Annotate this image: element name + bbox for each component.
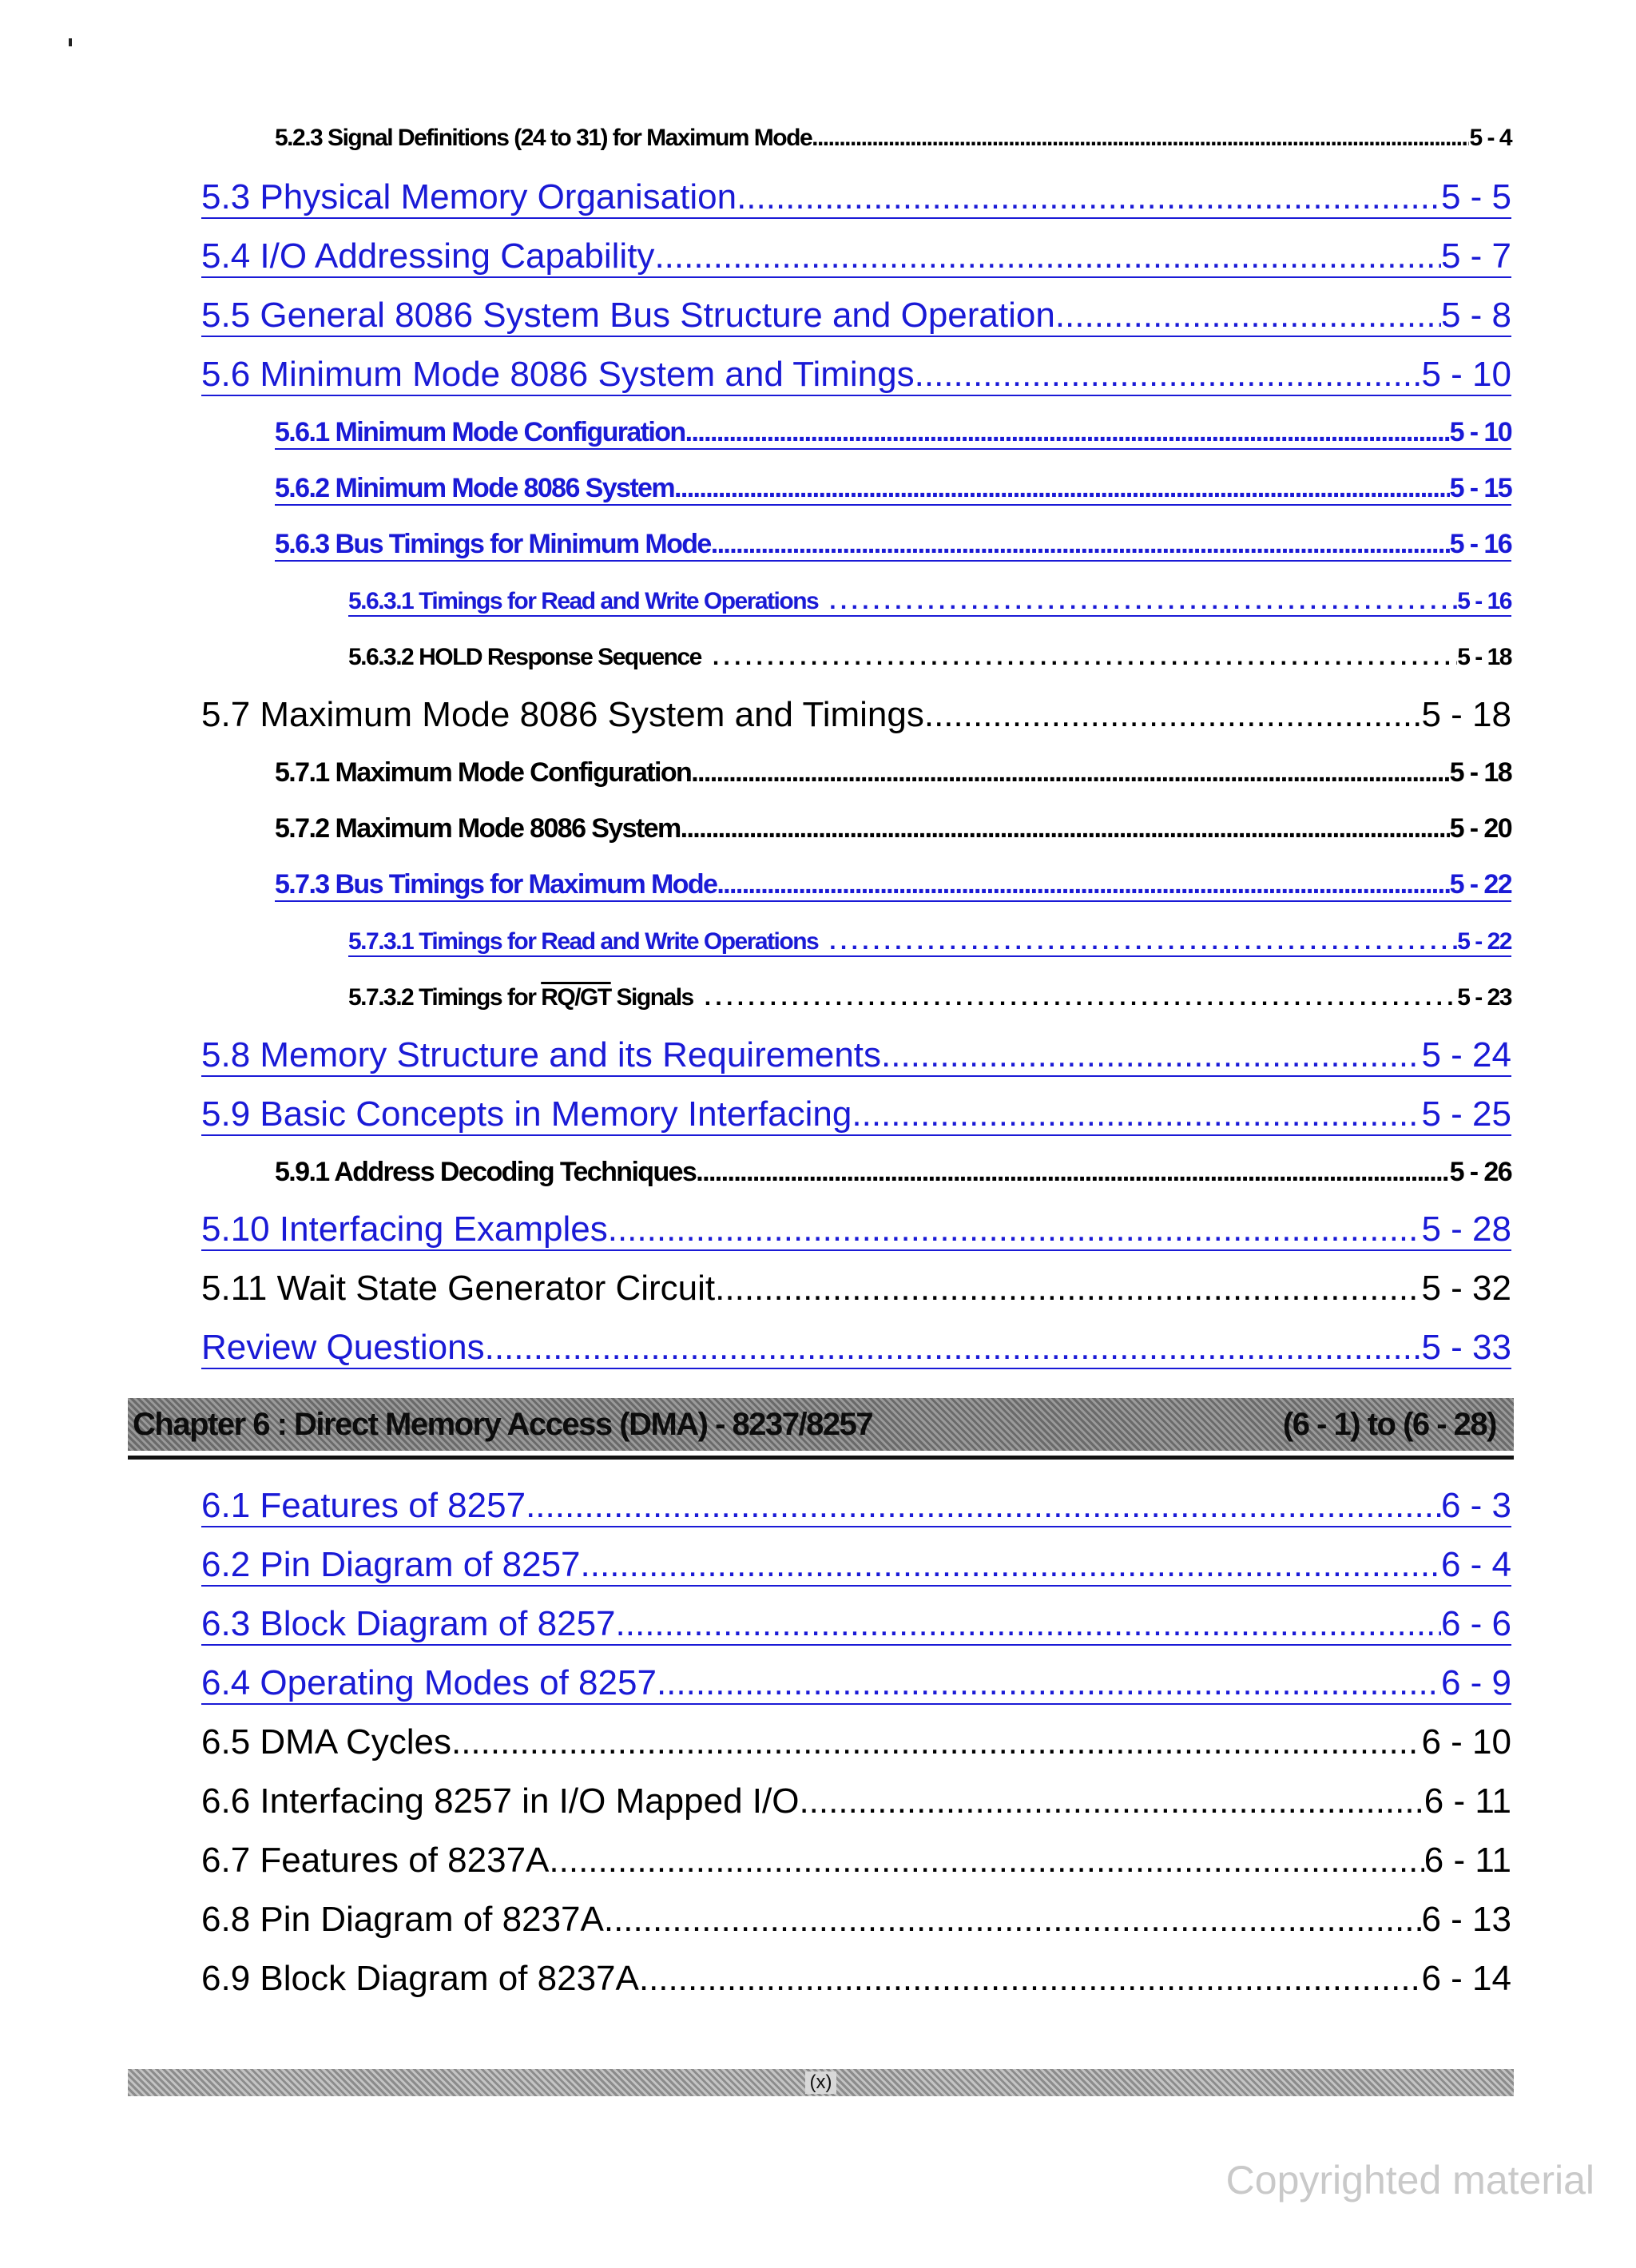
toc-link-5-3[interactable]: [201, 177, 1511, 219]
toc-leader: [685, 417, 1450, 448]
toc-entry-page: 6 - 11: [1424, 1781, 1511, 1821]
chapter-heading-band: [128, 1398, 1514, 1451]
toc-leader: [681, 813, 1450, 844]
toc-entry-title: 5.10 Interfacing Examples: [201, 1209, 608, 1249]
chapter-page-range: (6 - 1) to (6 - 28): [1282, 1406, 1496, 1442]
toc-entry-6-7: [201, 1841, 1511, 1881]
toc-entry-page: 6 - 14: [1421, 1959, 1511, 1998]
toc-entry-title: 5.7.2 Maximum Mode 8086 System: [275, 813, 681, 844]
toc-link-5-4[interactable]: [201, 236, 1511, 278]
toc-link-5-7-3-1[interactable]: [348, 928, 1511, 957]
toc-entry-page: 6 - 10: [1421, 1722, 1511, 1762]
toc-entry-title: 6.3 Block Diagram of 8257: [201, 1604, 616, 1643]
toc-leader: [696, 1157, 1449, 1188]
toc-entry-title: 6.7 Features of 8237A: [201, 1841, 550, 1880]
rq-gt-overline-text: RQ/GT: [541, 984, 611, 1011]
toc-entry-page: 5 - 23: [1457, 984, 1511, 1011]
toc-entry-title: Review Questions: [201, 1328, 485, 1367]
toc-leader: [812, 125, 1469, 152]
toc-link-5-6[interactable]: [201, 355, 1511, 396]
toc-entry-5-11: [201, 1269, 1511, 1309]
toc-leader: [604, 1900, 1422, 1940]
toc-entry-6-8: [201, 1900, 1511, 1940]
toc-entry-page: 5 - 18: [1421, 695, 1511, 734]
toc-entry-title: 5.2.3 Signal Definitions (24 to 31) for Maximum Mode: [275, 125, 812, 151]
toc-entry-title: 5.7.3.1 Timings for Read and Write Operations: [348, 928, 819, 955]
toc-leader: [608, 1209, 1422, 1249]
toc-link-6-3[interactable]: [201, 1604, 1511, 1646]
toc-leader: [654, 236, 1441, 276]
toc-entry-5-7: [201, 695, 1511, 735]
toc-entry-title: 6.8 Pin Diagram of 8237A: [201, 1900, 604, 1939]
toc-leader: [852, 1094, 1421, 1134]
toc-entry-title: 6.9 Block Diagram of 8237A: [201, 1959, 639, 1998]
toc-entry-title: 5.3 Physical Memory Organisation: [201, 177, 737, 216]
chapter-title: Chapter 6 : Direct Memory Access (DMA) - 8237/8257: [133, 1406, 873, 1442]
toc-entry-page: 5 - 22: [1457, 928, 1511, 955]
toc-leader: [581, 1545, 1441, 1585]
toc-entry-page: 5 - 22: [1449, 869, 1511, 900]
toc-entry-page: 5 - 7: [1440, 236, 1511, 276]
toc-entry-page: 5 - 10: [1421, 355, 1511, 394]
toc-entry-title: 5.11 Wait State Generator Circuit: [201, 1269, 716, 1308]
toc-leader: [691, 757, 1449, 788]
toc-leader: [737, 177, 1441, 217]
toc-entry-page: 5 - 10: [1449, 417, 1511, 447]
toc-entry-title: 5.6.2 Minimum Mode 8086 System: [275, 473, 674, 503]
toc-entry-title: 5.9.1 Address Decoding Techniques: [275, 1157, 697, 1187]
toc-link-review-questions[interactable]: [201, 1328, 1511, 1369]
toc-entry-page: 5 - 18: [1449, 757, 1511, 788]
toc-link-5-10[interactable]: [201, 1209, 1511, 1251]
toc-leader: [711, 529, 1450, 560]
toc-entry-title: 5.6.1 Minimum Mode Configuration: [275, 417, 685, 447]
toc-entry-title: 5.6.3 Bus Timings for Minimum Mode: [275, 529, 711, 559]
toc-entry-page: 6 - 4: [1440, 1545, 1511, 1584]
toc-entry-page: 5 - 18: [1457, 644, 1511, 670]
toc-leader: [639, 1959, 1422, 1999]
toc-entry-page: 5 - 4: [1469, 125, 1511, 151]
toc-leader: [799, 1781, 1424, 1821]
toc-entry-page: 6 - 9: [1440, 1663, 1511, 1702]
toc-entry-title: 5.4 I/O Addressing Capability: [201, 236, 655, 276]
toc-leader: [881, 1035, 1421, 1075]
toc-entry-page: 5 - 15: [1449, 473, 1511, 503]
toc-entry-5-9-1: [275, 1157, 1511, 1188]
toc-entry-5-7-3-2: [348, 984, 1511, 1011]
toc-entry-page: 5 - 20: [1449, 813, 1511, 844]
toc-entry-page: 5 - 16: [1457, 588, 1511, 614]
toc-link-5-6-2[interactable]: [275, 473, 1511, 506]
footer-band: [128, 2069, 1514, 2096]
toc-entry-page: 5 - 33: [1421, 1328, 1511, 1367]
toc-link-5-5[interactable]: [201, 296, 1511, 337]
toc-entry-page: 6 - 3: [1440, 1486, 1511, 1525]
toc-leader: [818, 928, 1457, 955]
toc-entry-5-2-3: [275, 125, 1511, 152]
toc-entry-title: 5.6 Minimum Mode 8086 System and Timings: [201, 355, 915, 394]
toc-entry-5-7-2: [275, 813, 1511, 844]
toc-link-5-9[interactable]: [201, 1094, 1511, 1136]
chapter-divider: [128, 1456, 1514, 1460]
toc-leader: [701, 644, 1457, 671]
toc-link-5-6-3-1[interactable]: [348, 588, 1511, 617]
toc-entry-title: 5.7.1 Maximum Mode Configuration: [275, 757, 692, 788]
toc-entry-title: 5.6.3.2 HOLD Response Sequence: [348, 644, 701, 670]
toc-link-5-8[interactable]: [201, 1035, 1511, 1077]
toc-leader: [451, 1722, 1422, 1762]
toc-entry-page: 6 - 11: [1424, 1841, 1511, 1880]
toc-entry-title: 6.6 Interfacing 8257 in I/O Mapped I/O: [201, 1781, 800, 1821]
toc-link-6-4[interactable]: [201, 1663, 1511, 1705]
toc-leader: [485, 1328, 1422, 1368]
toc-entry-title: 6.1 Features of 8257: [201, 1486, 526, 1525]
toc-entry-title: 6.2 Pin Diagram of 8257: [201, 1545, 581, 1584]
scan-speck: [69, 38, 72, 46]
toc-leader: [717, 869, 1449, 900]
toc-entry-title: 5.7 Maximum Mode 8086 System and Timings: [201, 695, 924, 734]
toc-entry-page: 6 - 6: [1440, 1604, 1511, 1643]
toc-leader: [924, 695, 1422, 735]
toc-entry-page: 5 - 8: [1440, 296, 1511, 335]
toc-leader: [674, 473, 1450, 504]
toc-leader: [616, 1604, 1441, 1644]
toc-entry-5-7-1: [275, 757, 1511, 788]
toc-entry-5-6-3-2: [348, 644, 1511, 671]
toc-entry-6-5: [201, 1722, 1511, 1762]
toc-entry-page: 5 - 24: [1421, 1035, 1511, 1074]
toc-leader: [915, 355, 1422, 395]
copyright-watermark: Copyrighted material: [1225, 2158, 1594, 2202]
toc-entry-page: 5 - 32: [1421, 1269, 1511, 1308]
toc-entry-page: 5 - 5: [1440, 177, 1511, 216]
toc-entry-6-6: [201, 1781, 1511, 1821]
toc-link-5-6-3[interactable]: [275, 529, 1511, 562]
toc-entry-title: 5.5 General 8086 System Bus Structure and Operation: [201, 296, 1055, 335]
toc-leader: [549, 1841, 1424, 1881]
toc-leader: [693, 984, 1458, 1011]
toc-link-5-6-1[interactable]: [275, 417, 1511, 450]
toc-entry-title: 5.8 Memory Structure and its Requirements: [201, 1035, 882, 1074]
toc-link-6-2[interactable]: [201, 1545, 1511, 1587]
toc-leader: [657, 1663, 1441, 1703]
toc-link-6-1[interactable]: [201, 1486, 1511, 1527]
toc-leader: [526, 1486, 1441, 1526]
toc-entry-page: 5 - 26: [1449, 1157, 1511, 1187]
toc-entry-title: 5.6.3.1 Timings for Read and Write Operations: [348, 588, 819, 614]
toc-entry-title: 6.4 Operating Modes of 8257: [201, 1663, 657, 1702]
toc-entry-page: 6 - 13: [1421, 1900, 1511, 1939]
toc-entry-page: 5 - 25: [1421, 1094, 1511, 1134]
toc-entry-title: 5.7.3 Bus Timings for Maximum Mode: [275, 869, 717, 900]
toc-leader: [715, 1269, 1421, 1309]
toc-link-5-7-3[interactable]: [275, 869, 1511, 902]
toc-leader: [818, 588, 1457, 615]
toc-entry-page: 5 - 28: [1421, 1209, 1511, 1249]
toc-entry-page: 5 - 16: [1449, 529, 1511, 559]
toc-entry-title: 5.7.3.2 Timings for RQ/GT Signals: [348, 984, 693, 1011]
toc-entry-6-9: [201, 1959, 1511, 1999]
toc-entry-title: 6.5 DMA Cycles: [201, 1722, 451, 1762]
toc-leader: [1055, 296, 1441, 336]
page-number: (x): [805, 2071, 837, 2094]
toc-entry-title: 5.9 Basic Concepts in Memory Interfacing: [201, 1094, 852, 1134]
